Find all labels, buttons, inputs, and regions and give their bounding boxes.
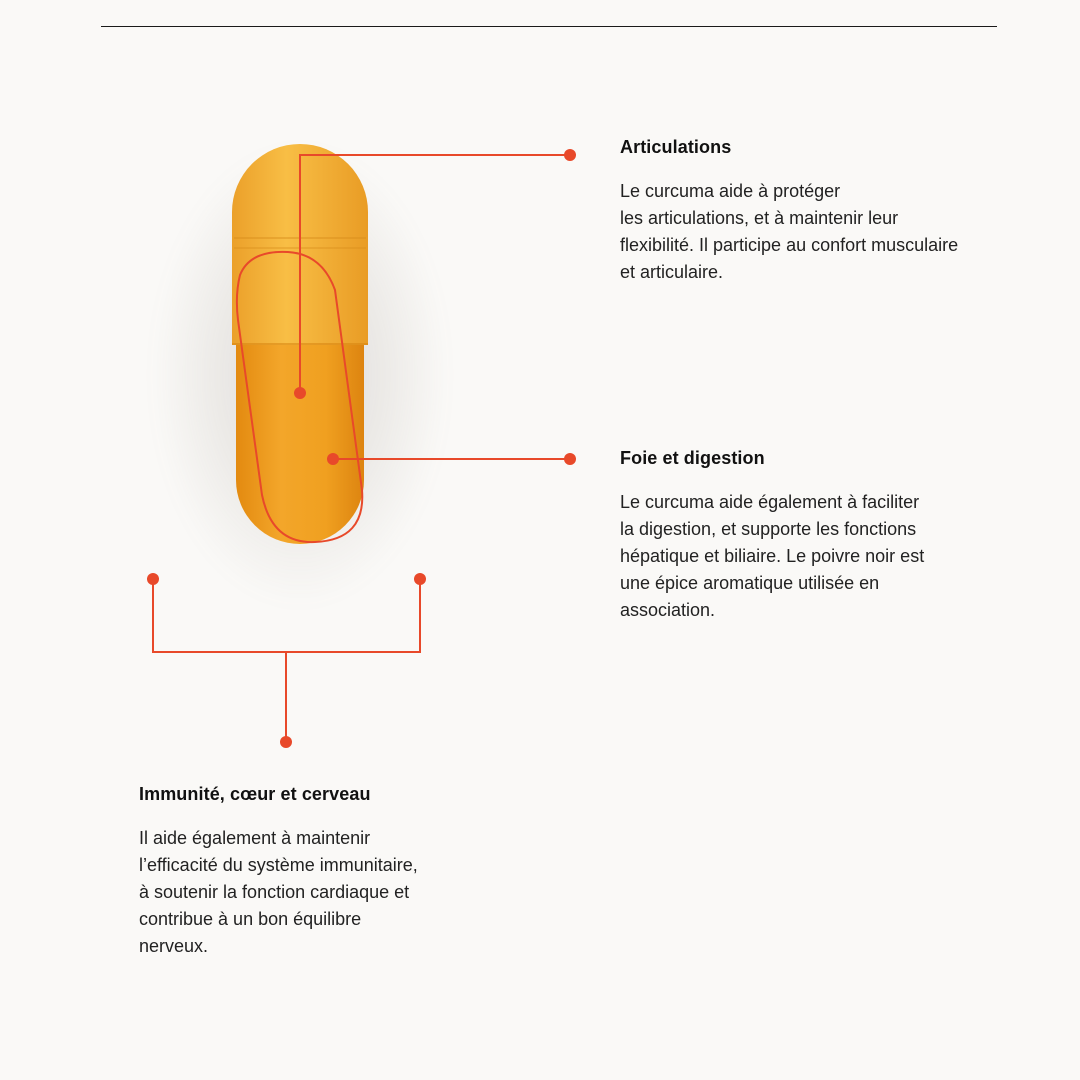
- articulations-section: [620, 137, 1060, 286]
- immunite-dot-right: [414, 573, 426, 585]
- immunite-title: Immunité, cœur et cerveau: [139, 784, 371, 804]
- immunite-bracket: [153, 579, 420, 652]
- immunite-section: [139, 784, 519, 960]
- foie-text: Le curcuma aide également à faciliter la digestion, et supporte les fonctions hépatique et biliaire. Le poivre noir est une épice aromatique utilisée en association.: [620, 492, 925, 620]
- foie-section: [620, 448, 1020, 624]
- foie-title: Foie et digestion: [620, 448, 765, 468]
- immunite-text: Il aide également à maintenir l’efficacité du système immunitaire, à soutenir la fonction cardiaque et contribue à un bon équilibre nerveux.: [139, 828, 418, 956]
- articulations-dot-start: [294, 387, 306, 399]
- articulations-text: Le curcuma aide à protéger les articulations, et à maintenir leur flexibilité. Il participe au confort musculaire et articulaire.: [620, 181, 959, 282]
- immunite-dot-left: [147, 573, 159, 585]
- articulations-title: Articulations: [620, 137, 732, 157]
- foie-dot-end: [564, 453, 576, 465]
- articulations-dot-end: [564, 149, 576, 161]
- immunite-dot-bottom: [280, 736, 292, 748]
- foie-dot-start: [327, 453, 339, 465]
